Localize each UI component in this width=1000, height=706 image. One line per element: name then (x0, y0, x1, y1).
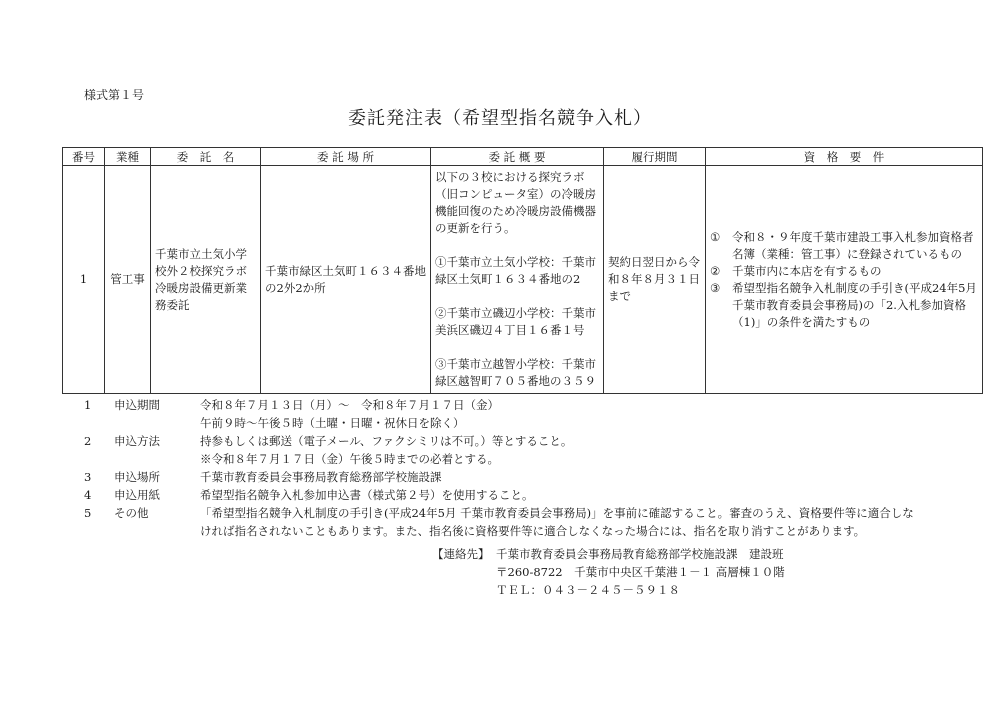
cell-overview (431, 166, 604, 394)
cell-period: 契約日翌日から令和８年８月３１日まで (604, 166, 706, 394)
contact-block (432, 545, 785, 599)
cell-no: 1 (63, 166, 105, 394)
note-application-place: 3 申込場所 千葉市教育委員会事務局教育総務部学校施設課 (84, 470, 442, 484)
order-table (62, 147, 989, 394)
notes-list (84, 396, 914, 540)
cell-name: 千葉市立土気小学校外２校探究ラボ冷暖房設備更新業務委託 (151, 166, 261, 394)
header-no: 番号 (63, 148, 105, 166)
note-application-period: 1 申込期間 令和８年７月１３日（月）～ 令和８年７月１７日（金） 午前９時～午後５時（土曜・日曜・祝休日を除く） (84, 398, 499, 430)
qualification-item: ② 千葉市内に本店を有するもの (710, 263, 882, 278)
header-name: 委 託 名 (151, 148, 261, 166)
contact-label: 【連絡先】 (432, 547, 490, 561)
overview-school-3: ③千葉市立越智小学校：千葉市緑区越智町７０５番地の３５９ (435, 357, 596, 388)
page-title: 委託発注表（希望型指名競争入札） (348, 108, 652, 129)
table-header-row (63, 148, 983, 166)
header-overview: 委 託 概 要 (431, 148, 604, 166)
contact-office: 千葉市教育委員会事務局教育総務部学校施設課 建設班 (496, 547, 784, 561)
header-qualification: 資 格 要 件 (706, 148, 983, 166)
note-application-form: 4 申込用紙 希望型指名競争入札参加申込書（様式第２号）を使用すること。 (84, 488, 534, 502)
contact-phone: ＴＥＬ：０４３－２４５－５９１８ (496, 583, 680, 597)
header-period: 履行期間 (604, 148, 706, 166)
cell-location: 千葉市緑区土気町１６３４番地の2外2か所 (261, 166, 431, 394)
form-number: 様式第１号 (84, 88, 145, 102)
qualification-item: ① 令和８・９年度千葉市建設工事入札参加資格者名簿（業種：管工事）に登録されているもの (710, 229, 974, 261)
cell-category: 管工事 (105, 166, 151, 394)
note-application-method: 2 申込方法 持参もしくは郵送（電子メール、ファクシミリは不可。）等とすること。 ※令和８年７月１７日（金）午後５時までの必着とする。 (84, 434, 573, 466)
header-category: 業種 (105, 148, 151, 166)
header-location: 委 託 場 所 (261, 148, 431, 166)
overview-summary: 以下の３校における探究ラボ（旧コンピュータ室）の冷暖房機能回復のため冷暖房設備機器の更新を行う。 (435, 170, 596, 235)
overview-school-2: ②千葉市立磯辺小学校：千葉市美浜区磯辺４丁目１６番１号 (435, 306, 596, 337)
qualification-item: ③ 希望型指名競争入札制度の手引き(平成24年5月 千葉市教育委員会事務局)の「2.入札参加資格（1)」の条件を満たすもの (710, 280, 989, 329)
note-other: 5 その他 「希望型指名競争入札制度の手引き(平成24年5月 千葉市教育委員会事務局)」を事前に確認すること。審査のうえ、資格要件等に適合しなければ指名されないこともあります。また、指名後に資格要件等に適合しなくなった場合には、指名を取り消すことがあります。 (84, 506, 914, 538)
contact-address: 〒260-8722 千葉市中央区千葉港１－１ 高層棟１０階 (496, 565, 785, 579)
overview-school-1: ①千葉市立土気小学校：千葉市緑区土気町１６３４番地の2 (435, 255, 596, 286)
table-row (63, 166, 983, 394)
cell-qualifications (706, 166, 989, 394)
